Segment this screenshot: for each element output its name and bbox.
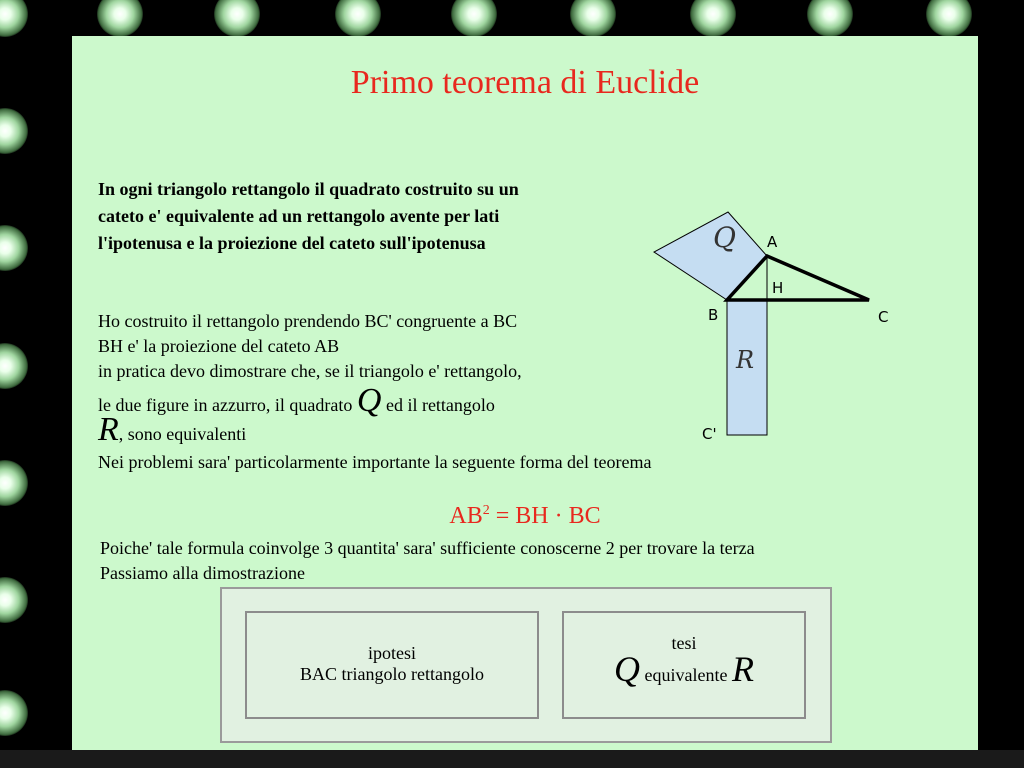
thesis-box [562, 611, 806, 719]
explanation-line: BH e' la proiezione del cateto AB [98, 336, 340, 356]
label-r: R [736, 346, 755, 374]
symbol-q: Q [356, 382, 382, 419]
label-a: A [767, 233, 778, 251]
bulb-decoration [926, 0, 972, 37]
bulb-decoration [335, 0, 381, 37]
hypothesis-thesis-panel [220, 587, 832, 743]
square-q [654, 212, 767, 300]
euclid-diagram [650, 171, 910, 451]
label-b: B [708, 306, 719, 324]
bulb-decoration [214, 0, 260, 37]
bulb-decoration [690, 0, 736, 37]
explanation-line: Ho costruito il rettangolo prendendo BC' congruente a BC [98, 311, 518, 331]
statement-line: l'ipotenusa e la proiezione del cateto sull'ipotenusa [98, 233, 486, 253]
formula-lhs: AB [449, 503, 483, 529]
formula-rhs: = BH · BC [489, 503, 601, 529]
bulb-decoration [0, 0, 28, 37]
explanation-line: in pratica devo dimostrare che, se il triangolo e' rettangolo, [98, 361, 522, 381]
bottom-bar [0, 750, 1024, 768]
label-c: C [878, 308, 889, 326]
bulb-decoration [807, 0, 853, 37]
statement-line: cateto e' equivalente ad un rettangolo avente per lati [98, 206, 500, 226]
bulb-decoration [0, 343, 28, 389]
label-c-prime: C' [702, 425, 717, 443]
theorem-formula [72, 503, 978, 530]
bulb-decoration [0, 577, 28, 623]
symbol-r: R [98, 411, 119, 448]
theorem-statement [98, 176, 618, 257]
conclusion-line: Passiamo alla dimostrazione [100, 563, 305, 583]
bulb-decoration [0, 108, 28, 154]
label-q: Q [713, 221, 736, 254]
bulb-decoration [451, 0, 497, 37]
conclusion-text [100, 536, 960, 586]
formula-exponent: 2 [482, 503, 490, 518]
bulb-decoration [570, 0, 616, 37]
slide-title: Primo teorema di Euclide [350, 64, 700, 101]
bulb-decoration [0, 460, 28, 506]
hypothesis-box [245, 611, 539, 719]
conclusion-line: Poiche' tale formula coinvolge 3 quantita' sara' sufficiente conoscerne 2 per trovare la terza [100, 538, 755, 558]
bulb-decoration [97, 0, 143, 37]
explanation-line: Nei problemi sara' particolarmente importante la seguente forma del teorema [98, 452, 652, 472]
hypothesis-text: BAC triangolo rettangolo [300, 664, 484, 684]
symbol-q: Q [614, 649, 641, 689]
bulb-decoration [0, 225, 28, 271]
explanation-text: le due figure in azzurro, il quadrato [98, 395, 357, 415]
hypothesis-label: ipotesi [368, 643, 416, 663]
bulb-decoration [0, 690, 28, 736]
label-h: H [772, 279, 784, 297]
thesis-text [564, 649, 804, 690]
thesis-mid: equivalente [640, 665, 732, 685]
explanation-text: , sono equivalenti [118, 424, 247, 444]
statement-line: In ogni triangolo rettangolo il quadrato costruito su un [98, 179, 519, 199]
slide [72, 36, 978, 750]
explanation-text: ed il rettangolo [381, 395, 495, 415]
thesis-label: tesi [671, 633, 697, 653]
symbol-r: R [731, 649, 754, 689]
